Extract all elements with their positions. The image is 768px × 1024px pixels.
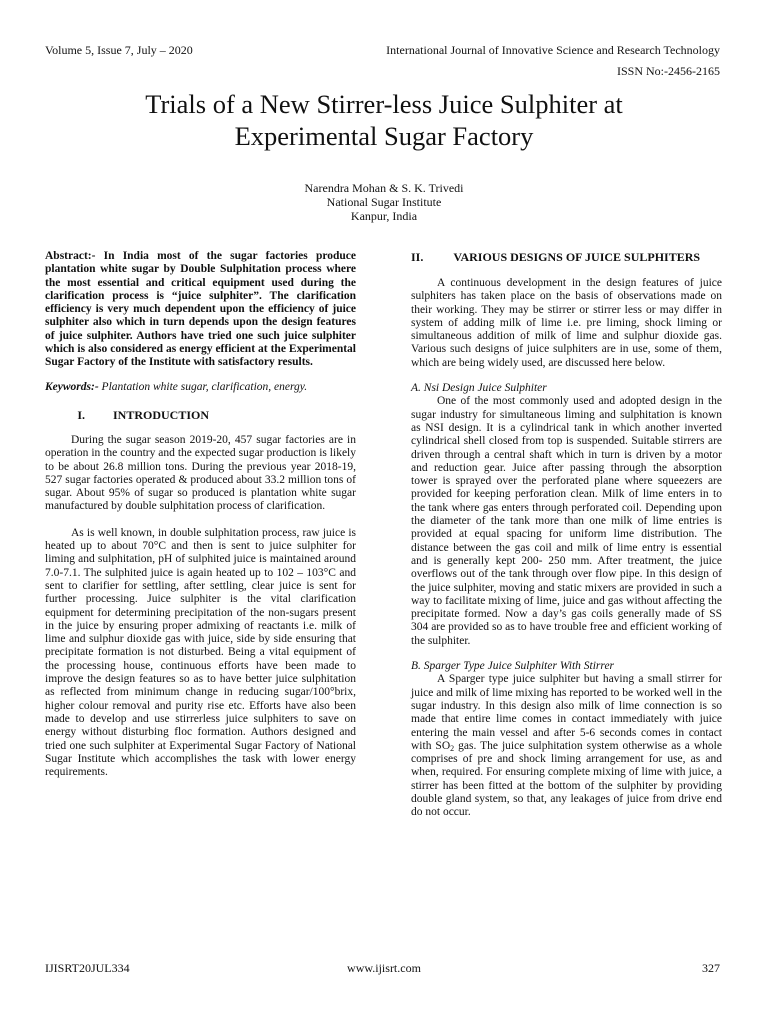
abstract xyxy=(45,250,356,370)
abstract-text: In India most of the sugar factories produce plantation white sugar by Double Sulphitation process where the most essential and critical equipment used during the clarification process is “juice sulphiter”. The clarification efficiency is very much dependent upon the efficiency of juice sulphiter also which in turn depends upon the design features of juice sulphiter. Authors have tried one such juice sulphiter which is also considered as energy efficient at the Experimental Sugar Factory of the Institute with satisfactory results. xyxy=(45,250,356,369)
volume-issue-header: Volume 5, Issue 7, July – 2020 xyxy=(45,43,193,57)
abstract-label: Abstract:- xyxy=(45,250,96,262)
subsection-b-heading: B. Sparger Type Juice Sulphiter With Stirrer xyxy=(411,660,615,673)
author-location: Kanpur, India xyxy=(350,209,418,223)
section-number: II. xyxy=(411,250,424,264)
designs-paragraph-1: A continuous development in the design features of juice sulphiters has taken place on the basis of observations made on their working. They may be stirrer or stirrer less or may differ in system of adding milk of lime i.e. pre liming, shock liming or simultaneous addition of milk of lime and sulphur dioxide gas. Various such designs of juice sulphiters are in use, some of them, which are being widely used, are discussed here below. xyxy=(411,277,722,369)
keywords-text: Plantation white sugar, clarification, energy. xyxy=(98,380,308,393)
page-number: 327 xyxy=(702,961,720,975)
section-number: I. xyxy=(77,407,85,422)
subsection-b-text xyxy=(411,673,722,819)
title-line-1: Trials of a New Stirrer-less Juice Sulphiter at xyxy=(145,89,623,119)
intro-paragraph-1: During the sugar season 2019-20, 457 sugar factories are in operation in the country and the expected sugar production is likely to be about 26.8 million tons. During the previous year 2018-19, 527 sugar factories operated & produced about 33.2 million tons of sugar. About 95% of sugar so produced is plantation white sugar manufactured by double sulphitation process of clarification. xyxy=(45,433,356,513)
right-column xyxy=(411,250,722,820)
paper-title xyxy=(0,88,768,152)
subsection-b-text-part-1: A Sparger type juice sulphiter but having a small stirrer for juice and milk of lime mixing has reported to be worked well in the sugar industry. In this design also milk of lime connection is so made that entire lime comes in contact immediately with juice entering the main vessel and after 5-6 seconds comes in contact with SO xyxy=(411,673,722,752)
section-heading-introduction xyxy=(45,408,356,422)
author-names: Narendra Mohan & S. K. Trivedi xyxy=(304,181,464,195)
section-title: VARIOUS DESIGNS OF JUICE SULPHITERS xyxy=(453,250,701,264)
left-column xyxy=(45,250,356,779)
subsection-a-text: One of the most commonly used and adopted design in the sugar industry for simultaneous liming and sulphitation is known as NSI design. It is a cylindrical tank in which another inverted cylindrical shell closed from top is suspended. Suitable stirrers are driven through a central shaft which in turn is driven by a motor and reduction gear. Juice after passing through the absorption tower is sprayed over the perforated plane where squeezers are provided for keeping perforation clean. Milk of lime enters in to the tank where gas enters through perforated coil. Depending upon the diameter of the tank more than one milk of lime entries is provided at equal spacing for uniform lime distribution. The distance between the gas coil and milk of lime entry is essential and is generally kept 200- 250 mm. After treatment, the juice overflows out of the tank through over flow pipe. In this design of the juice sulphiter, moving and static mixers are provided in such a way to facilitate mixing of lime, juice and gas without affecting the precipitate formed. Now a day’s gas coils generally made of SS 304 are provided so as to have trouble free and efficient working of the sulphiter. xyxy=(411,395,722,647)
keywords-label: Keywords:- xyxy=(45,380,99,393)
article-id-footer: IJISRT20JUL334 xyxy=(45,961,130,975)
keywords xyxy=(45,381,356,394)
issn-header: ISSN No:-2456-2165 xyxy=(616,64,720,78)
website-footer: www.ijisrt.com xyxy=(347,961,421,975)
title-line-2: Experimental Sugar Factory xyxy=(234,121,534,151)
journal-name-header: International Journal of Innovative Science and Research Technology xyxy=(386,43,720,57)
author-block xyxy=(0,181,768,223)
so2-subscript: 2 xyxy=(450,743,455,753)
section-title: INTRODUCTION xyxy=(113,407,210,422)
subsection-a-heading: A. Nsi Design Juice Sulphiter xyxy=(411,382,547,395)
section-heading-designs xyxy=(411,250,722,264)
author-institution: National Sugar Institute xyxy=(326,195,442,209)
subsection-b-text-part-2: gas. The juice sulphitation system otherwise as a whole comprises of pre and shock liming arrangement for use, as and when, required. For ensuring complete mixing of lime with juice, a stirrer has been fitted at the bottom of the sulphiter by providing double gland system, so that, any leakages of juice from drive end do not occur. xyxy=(411,739,722,819)
intro-paragraph-2: As is well known, in double sulphitation process, raw juice is heated up to about 70°C and then is sent to juice sulphiter for liming and sulphitation, pH of sulphited juice is maintained around 7.0-7.1. The sulphited juice is again heated up to 102 – 103°C and sent to clarifier for settling, after settling, clear juice is sent for further processing. Juice sulphiter is the vital clarification equipment for determining precipitation of the non-sugars present in the juice by ensuring proper admixing of reactants i.e. milk of lime and sulphur dioxide gas with juice, side by side ensuring that precipitate formation is not disturbed. Being a vital equipment of the processing house, continuous efforts have been made to improve the design features so as to have better juice sulphitation as reflected from minimum change in reducing sugar/100°brix, higher colour removal and purity rise etc. Efforts have also been made to develop and use stirrerless juice sulphiters to save on energy without disturbing floc formation. Authors designed and tried one such sulphiter at Experimental Sugar Factory of National Sugar Institute which accomplishes the task with lower energy requirements. xyxy=(45,526,356,779)
